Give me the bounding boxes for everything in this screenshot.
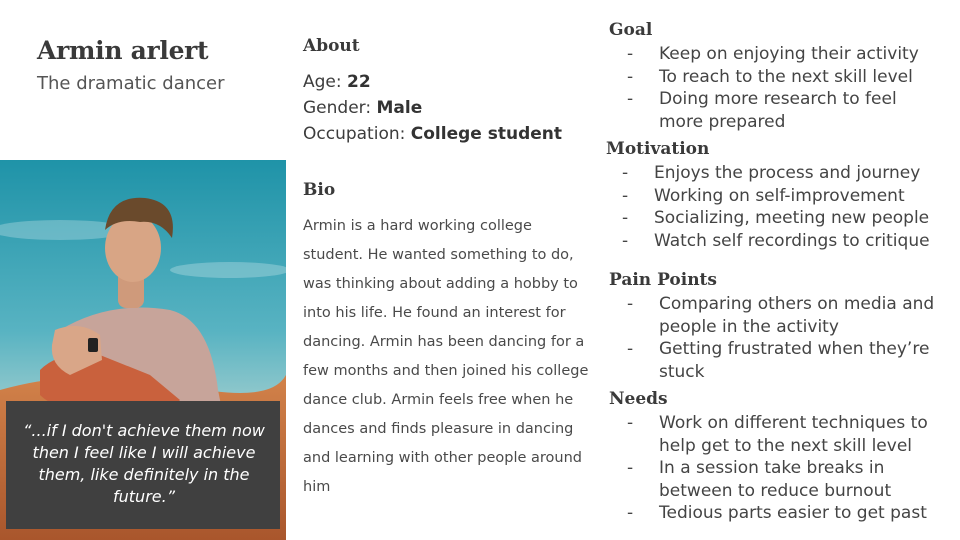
- dash-bullet: -: [622, 163, 629, 183]
- goal-item: [611, 43, 919, 66]
- needs-item: [611, 457, 928, 502]
- needs-item-text: Work on different techniques to: [659, 413, 928, 433]
- goal-list: [611, 43, 919, 133]
- motivation-item: [606, 185, 930, 208]
- gender-label: Gender:: [303, 98, 372, 118]
- dash-bullet: -: [627, 458, 634, 478]
- dash-bullet: -: [627, 89, 634, 109]
- dash-bullet: -: [627, 503, 634, 523]
- goal-item: [611, 88, 919, 133]
- dash-bullet: -: [622, 208, 629, 228]
- goal-item-text: Keep on enjoying their activity: [659, 44, 919, 64]
- dash-bullet: -: [622, 185, 629, 206]
- gender-line: [303, 98, 422, 118]
- goal-heading: Goal: [609, 20, 653, 40]
- about-heading: About: [303, 36, 360, 56]
- persona-name: Armin arlert: [37, 36, 209, 65]
- persona-quote: “...if I don't achieve them now then I feel like I will achieve them, like definitely in the future.”: [23, 421, 265, 506]
- age-label: Age:: [303, 72, 342, 92]
- needs-item: [611, 502, 928, 525]
- dash-bullet: -: [627, 339, 634, 359]
- quote-box: [6, 401, 280, 529]
- age-value: 22: [347, 72, 371, 92]
- persona-tagline: The dramatic dancer: [37, 73, 225, 94]
- motivation-item-text: Working on self-improvement: [654, 185, 905, 206]
- motivation-item-text: Watch self recordings to critique: [654, 230, 930, 251]
- motivation-item-text: Enjoys the process and journey: [654, 163, 921, 183]
- motivation-item: [606, 207, 930, 230]
- motivation-item: [606, 230, 930, 253]
- age-line: [303, 72, 371, 92]
- pain-point-item: [611, 338, 934, 383]
- pain-point-item-text: Getting frustrated when they’re: [659, 339, 930, 359]
- occupation-label: Occupation:: [303, 124, 406, 144]
- pain-points-heading: Pain Points: [609, 270, 717, 290]
- motivation-item-text: Socializing, meeting new people: [654, 208, 930, 228]
- pain-point-item: [611, 293, 934, 338]
- bio-text: Armin is a hard working college student. He wanted something to do, was thinking about adding a hobby to into his life. He found an interest for dancing. Armin has been dancing for a few months and then joined his college dance club. Armin feels free when he dances and finds pleasure in dancing and learning with other people around him: [303, 218, 589, 495]
- goal-item-text: Doing more research to feel: [659, 89, 897, 109]
- pain-point-item-text-cont: people in the activity: [659, 316, 839, 337]
- goal-item-text: To reach to the next skill level: [659, 66, 913, 87]
- pain-point-item-text: Comparing others on media and: [659, 294, 935, 314]
- goal-item: [611, 66, 919, 89]
- occupation-value: College student: [410, 124, 562, 144]
- needs-item: [611, 412, 928, 457]
- motivation-list: [606, 162, 930, 252]
- needs-item-text-cont: between to reduce burnout: [659, 480, 892, 501]
- dash-bullet: -: [627, 66, 634, 87]
- bio-heading: Bio: [303, 180, 336, 200]
- needs-item-text: Tedious parts easier to get past: [659, 503, 927, 523]
- gender-value: Male: [376, 98, 423, 118]
- occupation-line: [303, 124, 562, 144]
- motivation-heading: Motivation: [606, 139, 710, 159]
- pain-point-item-text-cont: stuck: [659, 361, 705, 382]
- needs-item-text-cont: help get to the next skill level: [659, 435, 913, 456]
- dash-bullet: -: [627, 44, 634, 64]
- needs-item-text: In a session take breaks in: [659, 458, 885, 478]
- motivation-item: [606, 162, 930, 185]
- dash-bullet: -: [627, 413, 634, 433]
- goal-item-text-cont: more prepared: [659, 111, 786, 132]
- dash-bullet: -: [627, 294, 634, 314]
- dash-bullet: -: [622, 230, 629, 251]
- needs-heading: Needs: [609, 389, 668, 409]
- pain-points-list: [611, 293, 934, 383]
- needs-list: [611, 412, 928, 525]
